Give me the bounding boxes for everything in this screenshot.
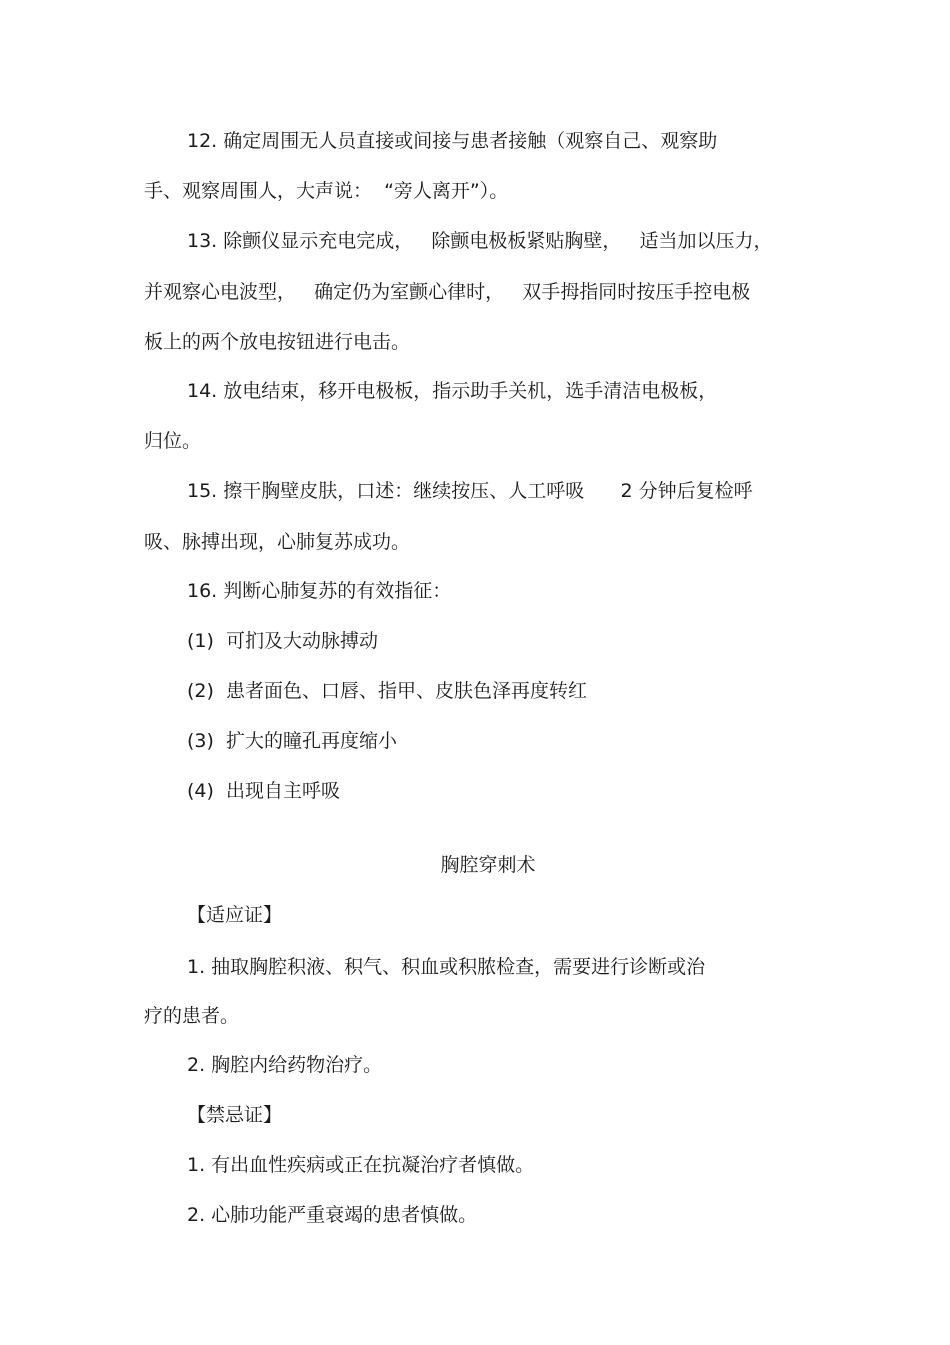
paragraph-line: 归位。	[144, 430, 202, 452]
section-title: 胸腔穿刺术	[440, 854, 536, 876]
paragraph-line: 板上的两个放电按钮进行电击。	[144, 331, 411, 353]
paragraph-line: 1. 抽取胸腔积液、积气、积血或积脓检查，需要进行诊断或治	[187, 956, 706, 978]
paragraph-line: 吸、脉搏出现，心肺复苏成功。	[144, 531, 411, 553]
paragraph-line: 并观察心电波型， 确定仍为室颤心律时， 双手拇指同时按压手控电极	[144, 281, 751, 303]
paragraph-line: 13. 除颤仪显示充电完成， 除颤电极板紧贴胸壁， 适当加以压力，	[187, 230, 773, 252]
list-item: (2) 患者面色、口唇、指甲、皮肤色泽再度转红	[187, 680, 587, 702]
list-item: (1) 可扪及大动脉搏动	[187, 630, 378, 652]
paragraph-line: 14. 放电结束，移开电极板，指示助手关机，选手清洁电极板，	[187, 380, 718, 402]
section-heading: 【禁忌证】	[187, 1104, 283, 1126]
paragraph-line: 疗的患者。	[144, 1005, 240, 1027]
paragraph-line: 16. 判断心肺复苏的有效指征：	[187, 580, 452, 602]
paragraph-line: 2. 胸腔内给药物治疗。	[187, 1054, 383, 1076]
paragraph-line: 15. 擦干胸壁皮肤，口述：继续按压、人工呼吸 2 分钟后复检呼	[187, 480, 753, 502]
paragraph-line: 1. 有出血性疾病或正在抗凝治疗者慎做。	[187, 1154, 535, 1176]
list-item: (3) 扩大的瞳孔再度缩小	[187, 730, 397, 752]
section-heading: 【适应证】	[187, 904, 283, 926]
paragraph-line: 2. 心肺功能严重衰竭的患者慎做。	[187, 1204, 478, 1226]
paragraph-line: 手、观察周围人，大声说： “旁人离开”）。	[144, 180, 509, 202]
paragraph-line: 12. 确定周围无人员直接或间接与患者接触（观察自己、观察助	[187, 130, 718, 152]
list-item: (4) 出现自主呼吸	[187, 780, 340, 802]
